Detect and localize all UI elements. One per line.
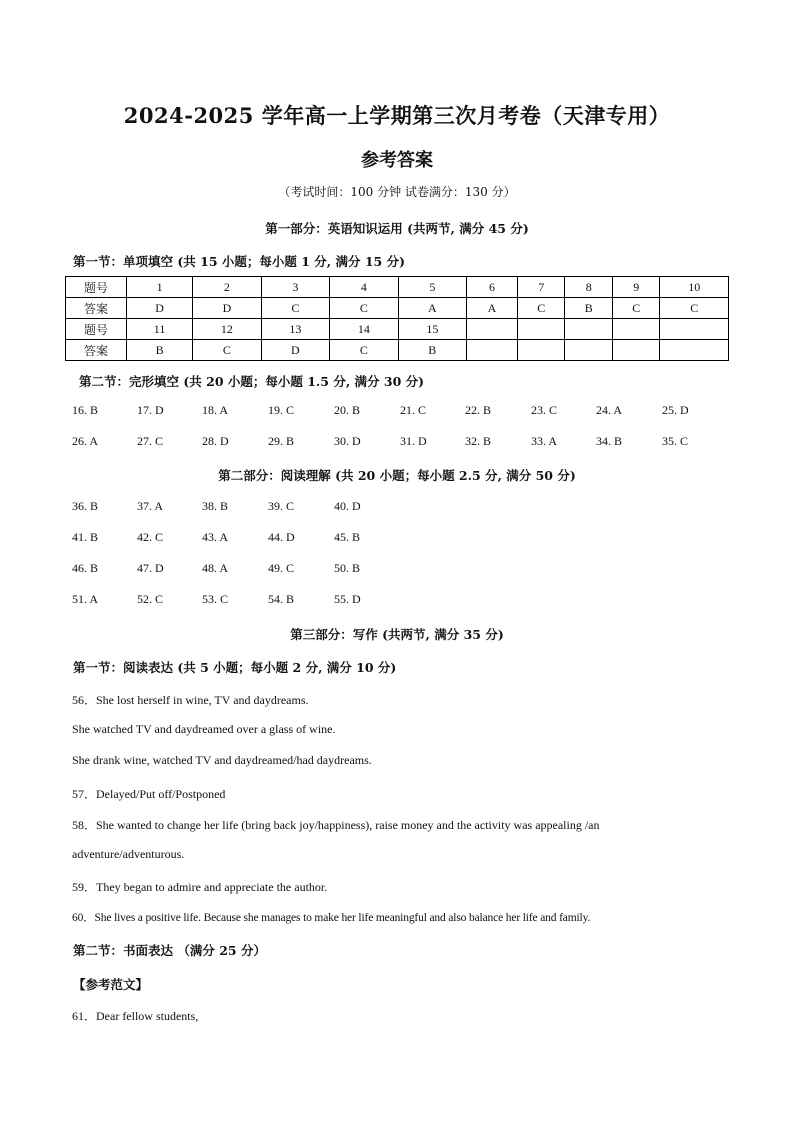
answer-item: 44. D: [268, 530, 295, 544]
table-cell: 6: [467, 277, 518, 298]
table-row: [66, 340, 729, 361]
answer-item: 55. D: [334, 592, 361, 606]
answer-item: 22. B: [465, 403, 492, 417]
table-cell: 14: [330, 319, 398, 340]
table-cell: 11: [127, 319, 193, 340]
table-cell: D: [127, 298, 193, 319]
table-cell: [517, 340, 564, 361]
table-cell: [612, 319, 659, 340]
answer-line: 60．She lives a positive life. Because she manages to make her life meaningful and also balance her life and family.: [72, 912, 591, 924]
table-cell: 15: [398, 319, 466, 340]
table-cell: B: [565, 298, 612, 319]
essay-first-line: 61．Dear fellow students,: [72, 1009, 199, 1023]
exam-note: （考试时间：100 分钟 试卷满分：130 分）: [278, 185, 516, 199]
answer-item: 29. B: [268, 434, 295, 448]
answer-line: 57．Delayed/Put off/Postponed: [72, 787, 226, 801]
answer-item: 37. A: [137, 499, 164, 513]
answer-item: 32. B: [465, 434, 492, 448]
answer-item: 52. C: [137, 592, 164, 606]
table-cell: 题号: [66, 277, 127, 298]
table-cell: C: [517, 298, 564, 319]
answer-item: 24. A: [596, 403, 623, 417]
part3-section1-heading: 第一节：阅读表达 (共 5 小题；每小题 2 分, 满分 10 分): [73, 660, 397, 675]
answer-item: 40. D: [334, 499, 361, 513]
answer-item: 27. C: [137, 434, 164, 448]
answer-item: 19. C: [268, 403, 295, 417]
table-cell: D: [193, 298, 261, 319]
table-cell: 3: [261, 277, 329, 298]
table-cell: [612, 340, 659, 361]
table-cell: [660, 340, 729, 361]
answer-item: 42. C: [137, 530, 164, 544]
table-cell: 1: [127, 277, 193, 298]
answer-item: 48. A: [202, 561, 229, 575]
table-cell: [565, 319, 612, 340]
answer-item: 35. C: [662, 434, 689, 448]
answer-item: 16. B: [72, 403, 99, 417]
table-cell: [565, 340, 612, 361]
answer-item: 28. D: [202, 434, 229, 448]
answer-item: 43. A: [202, 530, 229, 544]
answer-item: 46. B: [72, 561, 99, 575]
table-cell: A: [467, 298, 518, 319]
table-row: [66, 298, 729, 319]
part1-section1-heading: 第一节：单项填空 (共 15 小题；每小题 1 分, 满分 15 分): [73, 254, 405, 269]
answer-line: She watched TV and daydreamed over a glass of wine.: [72, 722, 336, 736]
answer-item: 31. D: [400, 434, 427, 448]
table-row: [66, 277, 729, 298]
table-cell: C: [193, 340, 261, 361]
sample-essay-label: 【参考范文】: [73, 977, 149, 992]
answer-line: 56．She lost herself in wine, TV and daydreams.: [72, 693, 309, 707]
table-cell: 5: [398, 277, 466, 298]
table-cell: 12: [193, 319, 261, 340]
table-cell: C: [660, 298, 729, 319]
table-cell: 4: [330, 277, 398, 298]
part1-section2-heading: 第二节：完形填空 (共 20 小题；每小题 1.5 分, 满分 30 分): [79, 374, 425, 389]
answer-item: 34. B: [596, 434, 623, 448]
answer-item: 17. D: [137, 403, 164, 417]
part3-heading: 第三部分：写作 (共两节, 满分 35 分): [290, 627, 504, 642]
answer-item: 18. A: [202, 403, 229, 417]
table-cell: 10: [660, 277, 729, 298]
table-cell: B: [398, 340, 466, 361]
answer-line: adventure/adventurous.: [72, 847, 185, 861]
table-cell: B: [127, 340, 193, 361]
table-cell: 13: [261, 319, 329, 340]
table-cell: [660, 319, 729, 340]
answer-item: 20. B: [334, 403, 361, 417]
table-cell: C: [330, 298, 398, 319]
table-cell: A: [398, 298, 466, 319]
page-subtitle: 参考答案: [361, 150, 433, 171]
answer-line: She drank wine, watched TV and daydreamed/had daydreams.: [72, 753, 372, 767]
answer-item: 47. D: [137, 561, 164, 575]
answer-item: 21. C: [400, 403, 427, 417]
answer-line: 59．They began to admire and appreciate the author.: [72, 880, 328, 894]
answer-item: 38. B: [202, 499, 229, 513]
answer-item: 36. B: [72, 499, 99, 513]
table-cell: 8: [565, 277, 612, 298]
table-cell: C: [612, 298, 659, 319]
table-cell: D: [261, 340, 329, 361]
table-cell: 9: [612, 277, 659, 298]
answer-table: [65, 276, 729, 361]
table-cell: 7: [517, 277, 564, 298]
answer-item: 33. A: [531, 434, 558, 448]
table-cell: 题号: [66, 319, 127, 340]
table-row: [66, 319, 729, 340]
answer-item: 39. C: [268, 499, 295, 513]
answer-item: 51. A: [72, 592, 99, 606]
part3-section2-heading: 第二节：书面表达 （满分 25 分）: [73, 943, 266, 958]
answer-item: 30. D: [334, 434, 361, 448]
answer-item: 54. B: [268, 592, 295, 606]
table-cell: C: [261, 298, 329, 319]
answer-item: 25. D: [662, 403, 689, 417]
table-cell: 2: [193, 277, 261, 298]
table-cell: [467, 319, 518, 340]
answer-item: 26. A: [72, 434, 99, 448]
answer-item: 50. B: [334, 561, 361, 575]
table-cell: [517, 319, 564, 340]
table-cell: 答案: [66, 340, 127, 361]
part2-heading: 第二部分：阅读理解 (共 20 小题；每小题 2.5 分, 满分 50 分): [218, 468, 576, 483]
answer-item: 23. C: [531, 403, 558, 417]
answer-item: 49. C: [268, 561, 295, 575]
table-cell: 答案: [66, 298, 127, 319]
table-cell: C: [330, 340, 398, 361]
part1-heading: 第一部分：英语知识运用 (共两节, 满分 45 分): [265, 221, 529, 236]
table-cell: [467, 340, 518, 361]
answer-line: 58．She wanted to change her life (bring back joy/happiness), raise money and the activity was appealing /an: [72, 818, 600, 832]
answer-item: 45. B: [334, 530, 361, 544]
answer-item: 41. B: [72, 530, 99, 544]
answer-item: 53. C: [202, 592, 229, 606]
page-title: 2024-2025 学年高一上学期第三次月考卷（天津专用）: [123, 103, 671, 128]
